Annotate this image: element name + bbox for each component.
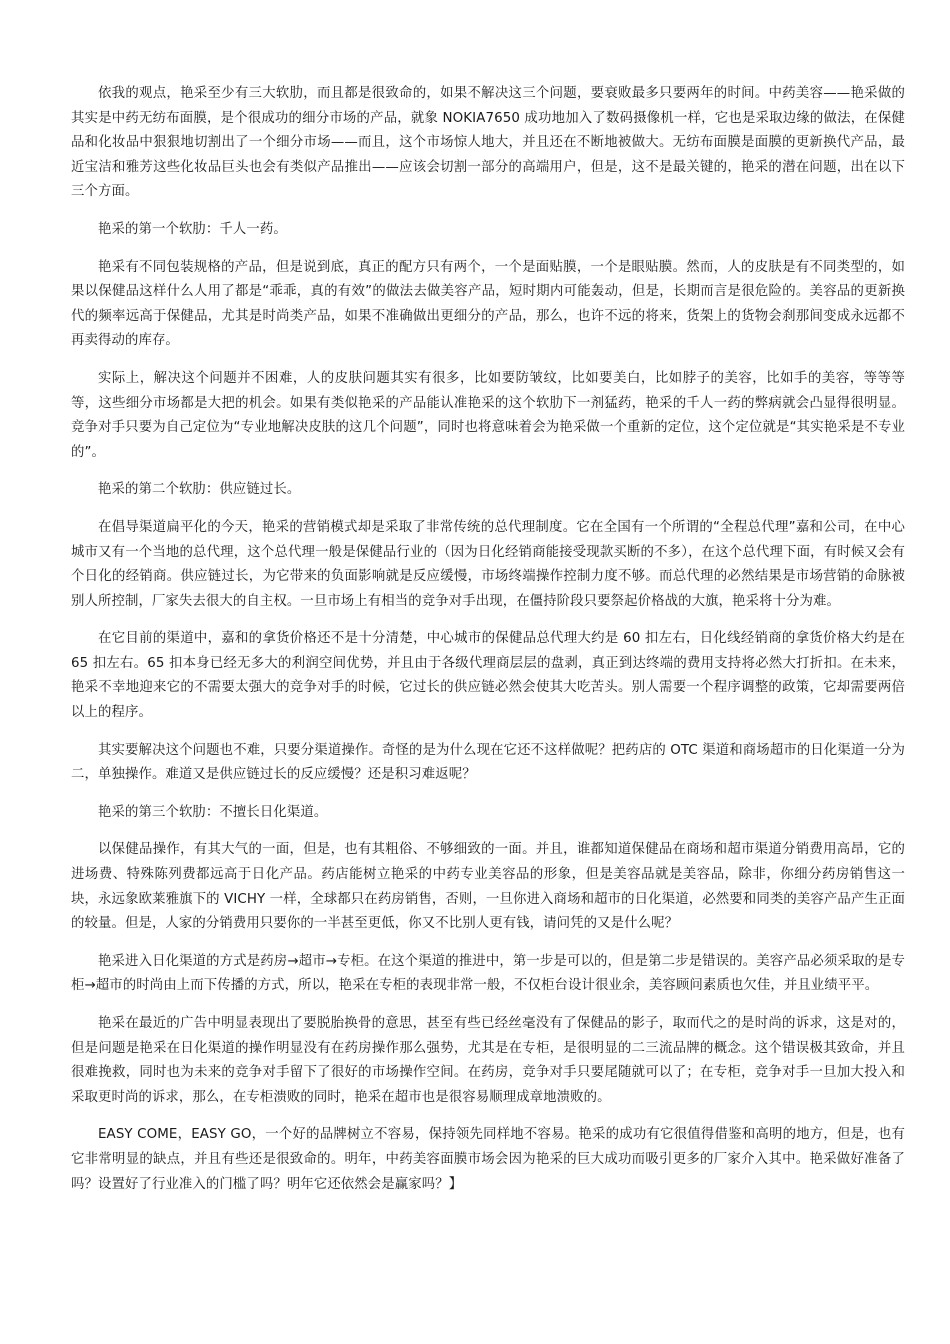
closing-paragraph: EASY COME，EASY GO，一个好的品牌树立不容易，保持领先同样地不容易。艳采的成功有它很值得借鉴和高明的地方，但是，也有它非常明显的缺点，并且有些还是很致命的。明年，中药美容面膜市场会因为艳采的巨大成功而吸引更多的厂家介入其中。艳采做好准备了吗？设置好了行业准入的门槛了吗？明年它还依然会是赢家吗？】 — [71, 1127, 905, 1192]
section-heading-weakness-3: 艳采的第三个软肋：不擅长日化渠道。 — [98, 804, 328, 820]
intro-paragraph: 依我的观点，艳采至少有三大软肋，而且都是很致命的，如果不解决这三个问题，要衰败最多只要两年的时间。中药美容——艳采做的其实是中药无纺布面膜，是个很成功的细分市场的产品，就象 NOKIA7650 成功地加入了数码摄像机一样，它也是采取边缘的做法，在保健品和化妆品中狠狠地切割出了一个细分市场——而且，这个市场惊人地大，并且还在不断地被做大。无纺布面膜是面膜的更新换代产品，最近宝洁和雅芳这些化妆品巨头也会有类似产品推出——应该会切割一部分的高端用户，但是，这不是最关键的，艳采的潜在问题，出在以下三个方面。 — [71, 86, 905, 200]
document-body — [71, 82, 905, 1210]
body-paragraph: 在它目前的渠道中，嘉和的拿货价格还不是十分清楚，中心城市的保健品总代理大约是 60 扣左右，日化线经销商的拿货价格大约是在 65 扣左右。65 扣本身已经无多大的利润空间优势，并且由于各级代理商层层的盘剥，真正到达终端的费用支持将必然大打折扣。在未来，艳采不幸地迎来它的不需要太强大的竞争对手的时候，它过长的供应链必然会使其大吃苦头。别人需要一个程序调整的政策，它却需要两倍以上的程序。 — [71, 631, 905, 721]
section-heading-weakness-2: 艳采的第二个软肋：供应链过长。 — [98, 482, 301, 498]
body-paragraph: 其实要解决这个问题也不难，只要分渠道操作。奇怪的是为什么现在它还不这样做呢？把药店的 OTC 渠道和商场超市的日化渠道一分为二，单独操作。难道又是供应链过长的反应缓慢？还是积习难返呢？ — [71, 742, 905, 783]
body-paragraph: 艳采有不同包装规格的产品，但是说到底，真正的配方只有两个，一个是面贴膜，一个是眼贴膜。然而，人的皮肤是有不同类型的，如果以保健品这样什么人用了都是“乖乖，真的有效”的做法去做美容产品，短时期内可能轰动，但是，长期而言是很危险的。美容品的更新换代的频率远高于保健品，尤其是时尚类产品，如果不准确做出更细分的产品，那么，也许不远的将来，货架上的货物会刹那间变成永远都不再卖得动的库存。 — [71, 259, 905, 349]
body-paragraph: 以保健品操作，有其大气的一面，但是，也有其粗俗、不够细致的一面。并且，谁都知道保健品在商场和超市渠道分销费用高昂，它的进场费、特殊陈列费都远高于日化产品。药店能树立艳采的中药专业美容品的形象，但是美容品就是美容品，除非，你细分药房销售这一块，永远象欧莱雅旗下的 VICHY 一样，全球都只在药房销售，否则，一旦你进入商场和超市的日化渠道，必然要和同类的美容产品产生正面的较量。但是，人家的分销费用只要你的一半甚至更低，你又不比别人更有钱，请问凭的又是什么呢？ — [71, 842, 905, 932]
body-paragraph: 艳采进入日化渠道的方式是药房→超市→专柜。在这个渠道的推进中，第一步是可以的，但是第二步是错误的。美容产品必须采取的是专柜→超市的时尚由上而下传播的方式，所以，艳采在专柜的表现非常一般，不仅柜台设计很业余，美容顾问素质也欠佳，并且业绩平平。 — [71, 953, 905, 994]
section-heading-weakness-1: 艳采的第一个软肋：千人一药。 — [98, 221, 287, 237]
body-paragraph: 艳采在最近的广告中明显表现出了要脱胎换骨的意思，甚至有些已经丝毫没有了保健品的影子，取而代之的是时尚的诉求，这是对的，但是问题是艳采在日化渠道的操作明显没有在药房操作那么强势，尤其是在专柜，是很明显的二三流品牌的概念。这个错误极其致命，并且很难挽救，同时也为未来的竞争对手留下了很好的市场操作空间。在药房，竞争对手只要尾随就可以了；在专柜，竞争对手一旦加大投入和采取更时尚的诉求，那么，在专柜溃败的同时，艳采在超市也是很容易顺理成章地溃败的。 — [71, 1016, 905, 1105]
body-paragraph: 在倡导渠道扁平化的今天，艳采的营销模式却是采取了非常传统的总代理制度。它在全国有一个所谓的“全程总代理”嘉和公司，在中心城市又有一个当地的总代理，这个总代理一般是保健品行业的（因为日化经销商能接受现款买断的不多），在这个总代理下面，有时候又会有个日化的经销商。供应链过长，为它带来的负面影响就是反应缓慢，市场终端操作控制力度不够。而总代理的必然结果是市场营销的命脉被别人所控制，厂家失去很大的自主权。一旦市场上有相当的竞争对手出现，在僵持阶段只要祭起价格战的大旗，艳采将十分为难。 — [71, 519, 905, 609]
body-paragraph: 实际上，解决这个问题并不困难，人的皮肤问题其实有很多，比如要防皱纹，比如要美白，比如脖子的美容，比如手的美容，等等等等，这些细分市场都是大把的机会。如果有类似艳采的产品能认准艳采的这个软肋下一剂猛药，艳采的千人一药的弊病就会凸显得很明显。竞争对手只要为自己定位为“专业地解决皮肤的这几个问题”，同时也将意味着会为艳采做一个重新的定位，这个定位就是“其实艳采是不专业的”。 — [71, 370, 905, 460]
